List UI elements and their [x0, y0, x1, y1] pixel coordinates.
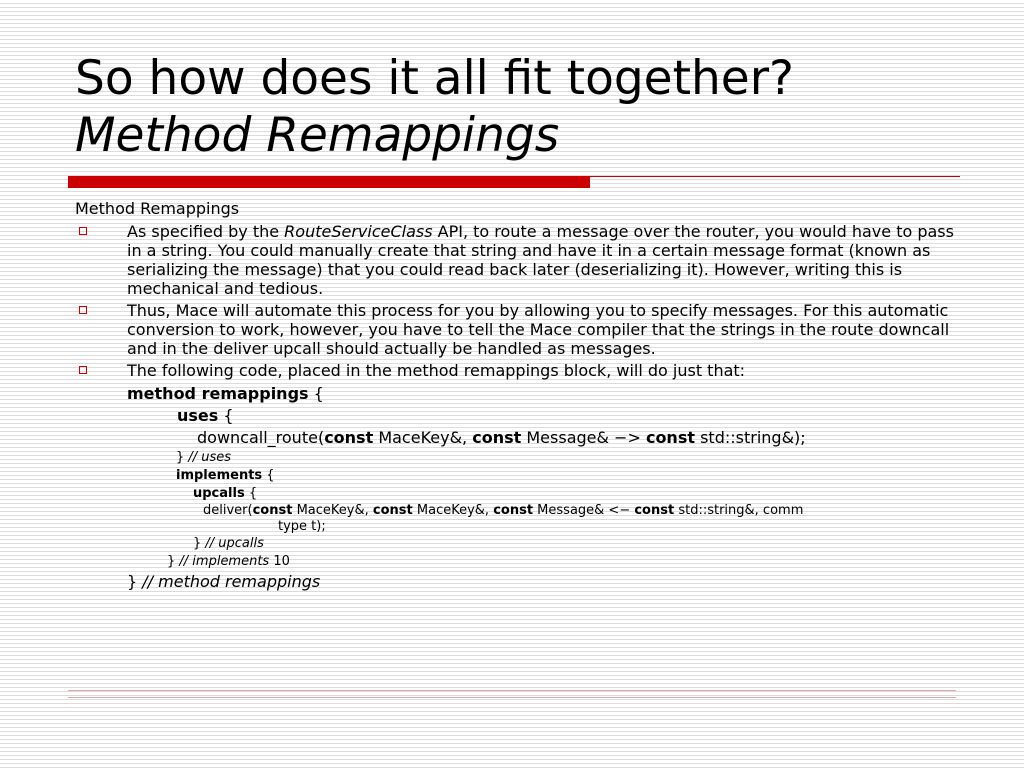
hollow-square-bullet-icon: [79, 306, 87, 314]
code-comment: // uses: [188, 450, 232, 465]
code-comment: // implements: [179, 554, 270, 569]
code-line-method-remappings-open: [127, 383, 965, 405]
code-keyword: const: [472, 428, 522, 447]
code-line-uses-open: [177, 405, 965, 427]
body-heading: Method Remappings: [75, 199, 240, 218]
code-line-implements-close: [167, 553, 965, 571]
bullet-text: The following code, placed in the method remappings block, will do just that:: [127, 361, 746, 380]
title-line-main: So how does it all fit together?: [75, 51, 794, 106]
code-keyword: upcalls: [193, 486, 245, 501]
code-text: MaceKey&,: [412, 503, 494, 518]
code-line-deliver: [203, 503, 965, 519]
code-line-method-remappings-close: [127, 571, 965, 593]
footer-rule-bottom: [68, 697, 956, 698]
code-line-implements-open: [176, 467, 965, 485]
bullet-text-class-name: RouteServiceClass: [284, 222, 433, 241]
code-text: std::string&);: [695, 428, 806, 447]
code-comment: // method remappings: [142, 572, 321, 591]
code-line-downcall-route: [197, 427, 965, 449]
code-text: downcall_route(: [197, 428, 325, 447]
code-keyword: const: [645, 428, 695, 447]
code-text: deliver(: [203, 503, 253, 518]
code-keyword: implements: [176, 468, 263, 483]
code-text: MaceKey&,: [292, 503, 373, 518]
title-rule-thin: [590, 176, 960, 177]
code-text: Message& <−: [533, 503, 635, 518]
hollow-square-bullet-icon: [79, 366, 87, 374]
slide-title: [75, 50, 975, 164]
code-text: }: [167, 554, 180, 569]
title-line-subtitle: Method Remappings: [75, 108, 560, 163]
code-keyword: const: [324, 428, 374, 447]
bullet-item: [75, 361, 965, 380]
code-text: {: [244, 486, 258, 501]
code-keyword: method remappings: [127, 384, 309, 403]
code-line-upcalls-open: [193, 485, 965, 503]
code-comment: // upcalls: [205, 536, 264, 551]
code-text: }: [176, 450, 189, 465]
code-keyword: const: [252, 503, 293, 518]
code-text: MaceKey&,: [373, 428, 473, 447]
code-keyword: const: [634, 503, 675, 518]
footer-rule-top: [68, 690, 956, 691]
code-text: std::string&, comm: [674, 503, 804, 518]
code-line-upcalls-close: [193, 535, 965, 553]
code-keyword: const: [493, 503, 534, 518]
code-text: {: [218, 406, 234, 425]
code-text: }: [193, 536, 206, 551]
slide-body: [75, 199, 965, 593]
bullet-text-pre: As specified by the: [127, 222, 285, 241]
bullet-item: [75, 301, 965, 358]
code-line-deliver-continued: type t);: [278, 519, 326, 534]
title-rule-thick: [68, 176, 590, 188]
bullet-text-post: API, to route a message over the router, you would have to pass in a string. You could manually create that string and have it in a certain message format (known as serializing the message) that you could read back later (deserializing it). However, writing this is mechanical and tedious.: [127, 222, 954, 298]
code-keyword: uses: [177, 406, 219, 425]
code-text: }: [127, 572, 143, 591]
code-line-uses-close: [176, 449, 965, 467]
code-text: 10: [269, 554, 290, 569]
hollow-square-bullet-icon: [79, 227, 87, 235]
bullet-text: Thus, Mace will automate this process for you by allowing you to specify messages. For this automatic conversion to work, however, you have to tell the Mace compiler that the strings in the route downcall and in the deliver upcall should actually be handled as messages.: [127, 301, 950, 358]
code-text: Message& −>: [521, 428, 646, 447]
bullet-item: [75, 222, 965, 298]
code-text: {: [262, 468, 275, 483]
code-text: {: [308, 384, 324, 403]
code-keyword: const: [372, 503, 413, 518]
